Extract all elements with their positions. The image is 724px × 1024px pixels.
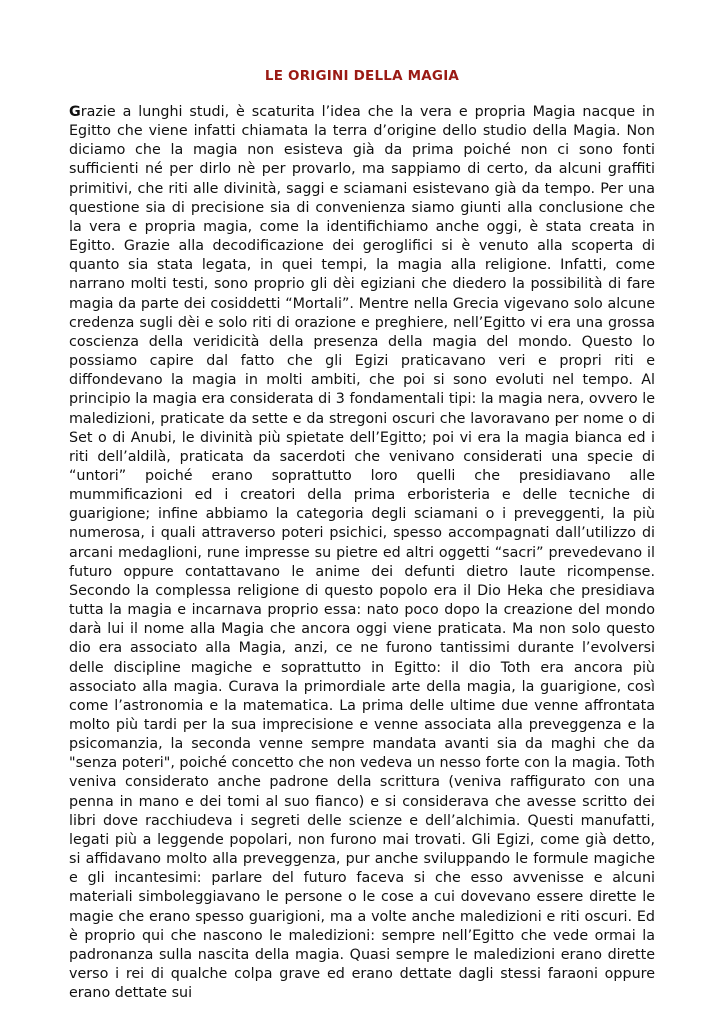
document-title: LE ORIGINI DELLA MAGIA [264,68,460,84]
document-body [69,103,655,1003]
body-text: razie a lunghi studi, è scaturita l’idea che la vera e propria Magia nacque in Egitto che viene infatti chiamata la terra d’origine dello studio della Magia. Non diciamo che la magia non esisteva già da prima poiché non ci sono fonti sufficienti né per dirlo nè per provarlo, ma sappiamo di certo, da alcuni graffiti primitivi, che riti alle divinità, saggi e sciamani esistevano già da tempo. Per una questione sia di precisione sia di convenienza siamo giunti alla conclusione che la vera e propria magia, come la identifichiamo anche oggi, è stata creata in Egitto. Grazie alla decodificazione dei geroglifici si è venuto alla scoperta di quanto sia stata legata, in quei tempi, la magia alla religione. Infatti, come narrano molti testi, sono proprio gli dèi egiziani che diedero la possibilità di fare magia da parte dei cosiddetti “Mortali”. Mentre nella Grecia vigevano solo alcune credenza sugli dèi e solo riti di orazione e preghiere, nell’Egitto vi era una grossa coscienza della veridicità della presenza della magia del mondo. Questo lo possiamo capire dal fatto che gli Egizi praticavano veri e propri riti e diffondevano la magia in molti ambiti, che poi si sono evoluti nel tempo. Al principio la magia era considerata di 3 fondamentali tipi: la magia nera, ovvero le maledizioni, praticate da sette e da stregoni oscuri che lavoravano per nome o di Set o di Anubi, le divinità più spietate dell’Egitto; poi vi era la magia bianca ed i riti dell’aldilà, praticata da sacerdoti che venivano considerati una specie di “untori” poiché erano soprattutto loro quelli che presidiavano alle mummificazioni ed i creatori della prima erboristeria e delle tecniche di guarigione; infine abbiamo la categoria degli sciamani o i preveggenti, la più numerosa, i quali attraverso poteri psichici, spesso accompagnati dall’utilizzo di arcani medaglioni, rune impresse su pietre ed altri oggetti “sacri” prevedevano il futuro oppure contattavano le anime dei defunti dietro laute ricompense. Secondo la complessa religione di questo popolo era il Dio Heka che presidiava tutta la magia e incarnava proprio essa: nato poco dopo la creazione del mondo darà lui il nome alla Magia che ancora oggi viene praticata. Ma non solo questo dio era associato alla Magia, anzi, ce ne furono tantissimi durante l’evolversi delle discipline magiche e soprattutto in Egitto: il dio Toth era ancora più associato alla magia. Curava la primordiale arte della magia, la guarigione, così come l’astronomia e la matematica. La prima delle ultime due venne affrontata molto più tardi per la sua imprecisione e venne associata alla preveggenza e la psicomanzia, la seconda venne sempre mandata avanti sia da maghi che da "senza poteri", poiché concetto che non vedeva un nesso forte con la magia. Toth veniva considerato anche padrone della scrittura (veniva raffigurato con una penna in mano e dei tomi al suo fianco) e si considerava che avesse scritto dei libri dove racchiudeva i segreti delle scienze e dell’alchimia. Questi manufatti, legati più a leggende popolari, non furono mai trovati. Gli Egizi, come già detto, si affidavano molto alla preveggenza, pur anche sviluppando le formule magiche e gli incantesimi: parlare del futuro faceva si che esso avvenisse e alcuni materiali simboleggiavano le persone o le cose a cui dovevano essere dirette le magie che erano spesso guarigioni, ma a volte anche maledizioni e riti oscuri. Ed è proprio qui che nascono le maledizioni: sempre nell’Egitto che vede ormai la padronanza sulla nascita della magia. Quasi sempre le maledizioni erano dirette verso i rei di qualche colpa grave ed erano dettate dagli stessi faraoni oppure erano dettate sui [69,104,655,1002]
drop-cap-initial: G [69,104,81,120]
